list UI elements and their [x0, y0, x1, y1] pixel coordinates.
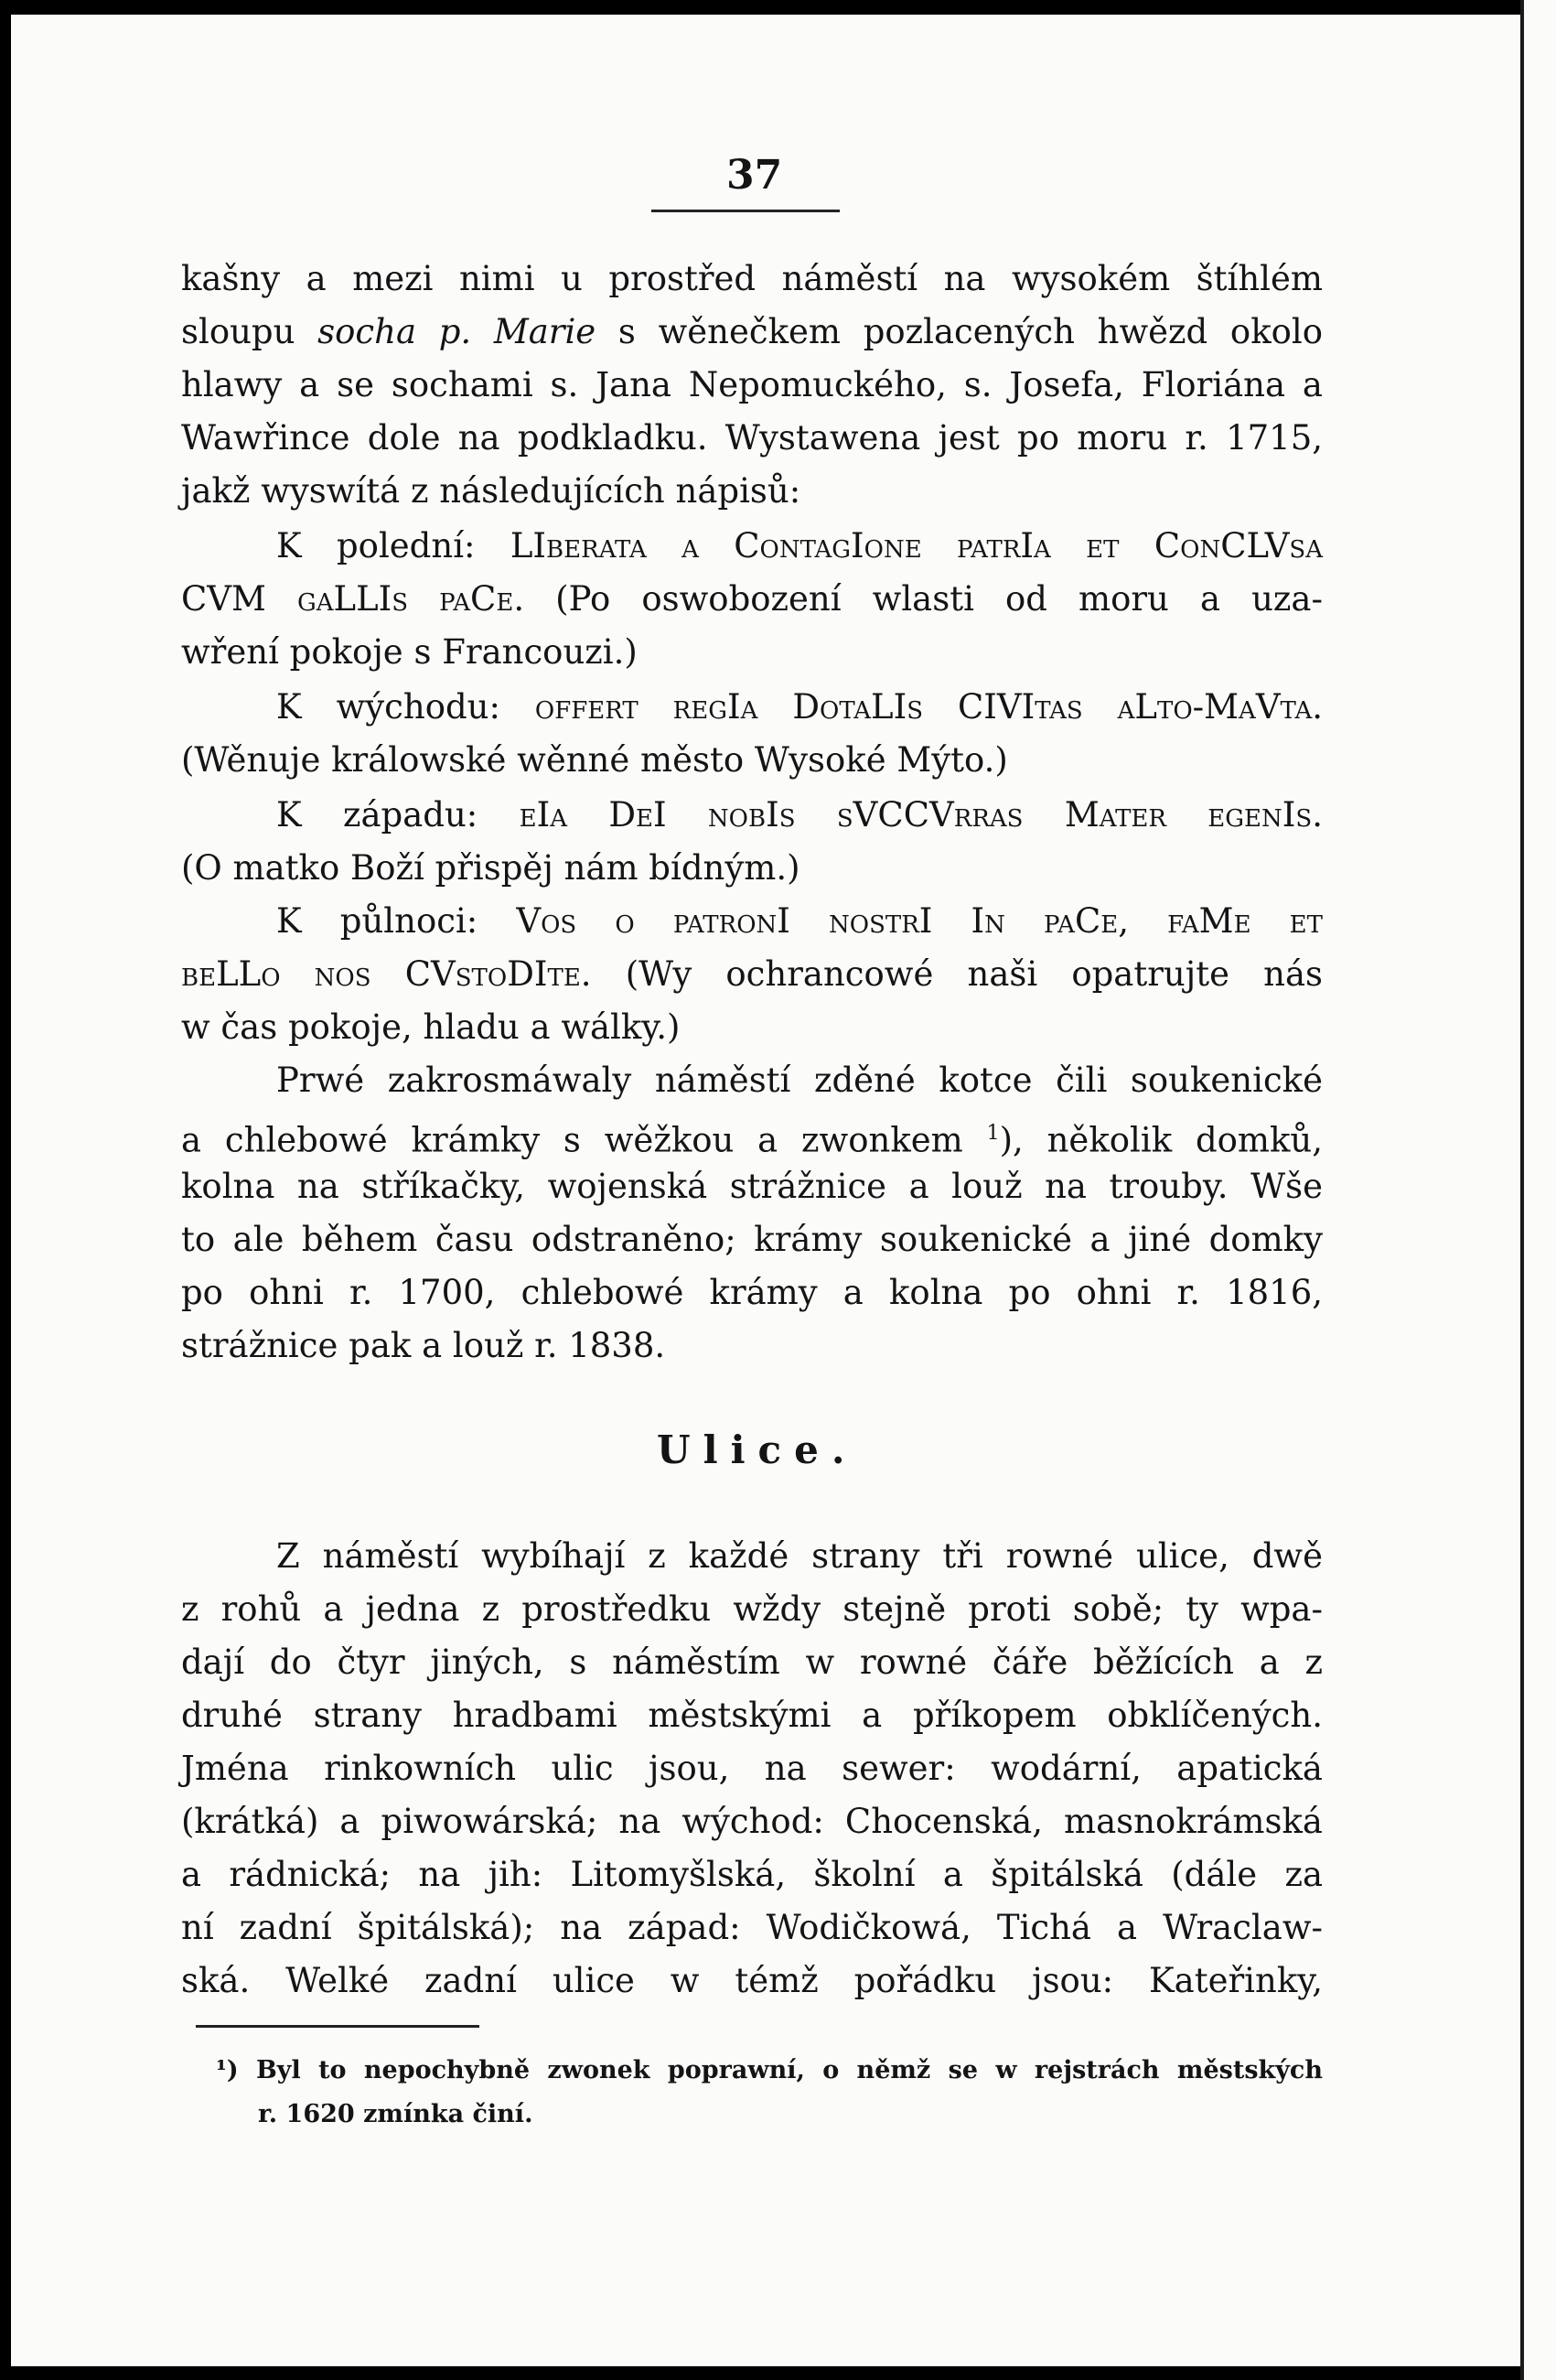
text-line: jakž wyswítá z následujících nápisů: [181, 471, 801, 511]
text-line: ní zadní špitálská); na západ: Wodičkowá, Tichá a Wraclaw- [181, 1908, 1323, 1947]
chronogram: offert regIa DotaLIs CIVItas aLto-MaVta. [534, 687, 1324, 727]
page-number-rule [651, 210, 840, 212]
text-line: (krátká) a piwowárská; na wýchod: Chocenská, masnokrámská [181, 1802, 1323, 1841]
page-number: 37 [726, 152, 783, 199]
text-line: sloupu socha p. Marie s wěnečkem pozlacených hwězd okolo [181, 312, 1323, 351]
text-line: beLLo nos CVstoDIte. (Wy ochrancowé naši opatrujte nás [181, 954, 1323, 994]
text-line: hlawy a se sochami s. Jana Nepomuckého, s. Josefa, Floriána a [181, 365, 1323, 404]
text-line: to ale během času odstraněno; krámy soukenické a jiné domky [181, 1220, 1323, 1259]
text-line: ská. Welké zadní ulice w témž pořádku jsou: Kateřinky, [181, 1961, 1323, 2000]
text-line: a chlebowé krámky s wěžkou a zwonkem $^1$), několik domků, [181, 1120, 1324, 1160]
text-line: strážnice pak a louž r. 1838. [181, 1326, 666, 1365]
text-line: K západu: eIa DeI nobIs sVCCVrras Mater egenIs. [276, 795, 1323, 835]
section-heading: Ulice. [657, 1427, 858, 1472]
text-line: a rádnická; na jih: Litomyšlská, školní a špitálská (dále za [181, 1855, 1323, 1894]
text-line: z rohů a jedna z prostředku wždy stejně proti sobě; ty wpa- [181, 1589, 1323, 1629]
page-edge-shadow [1520, 0, 1524, 2380]
chronogram: CVM gaLLIs paCe. [181, 579, 525, 619]
footnote-line: ¹) Byl to nepochybně zwonek poprawní, o němž se w rejstrách městských [216, 2056, 1323, 2084]
text-line: kolna na stříkačky, wojenská strážnice a louž na trouby. Wše [181, 1167, 1323, 1206]
text-line: Jména rinkowních ulic jsou, na sewer: wodární, apatická [181, 1749, 1323, 1788]
text-line: wření pokoje s Francouzi.) [181, 632, 638, 672]
text-line: Prwé zakrosmáwaly náměstí zděné kotce čili soukenické [276, 1061, 1323, 1100]
text-line: dají do čtyr jiných, s náměstím w rowné čáře běžících a z [181, 1642, 1323, 1682]
text-line: druhé strany hradbami městskými a příkopem obklíčených. [181, 1696, 1323, 1735]
footnote-rule [196, 2025, 479, 2028]
text-line: K wýchodu: offert regIa DotaLIs CIVItas aLto-MaVta. [276, 687, 1324, 727]
page-margin-strip [1520, 0, 1556, 2380]
chronogram: Vos o patronI nostrI In paCe, faMe et [516, 901, 1323, 941]
chronogram: beLLo nos CVstoDIte. [181, 954, 592, 994]
text-line: w čas pokoje, hladu a wálky.) [181, 1007, 681, 1047]
text-line: Wawřince dole na podkladku. Wystawena jest po moru r. 1715, [181, 418, 1323, 458]
text-line: kašny a mezi nimi u prostřed náměstí na wysokém štíhlém [181, 259, 1323, 298]
footnote-line: r. 1620 zmínka činí. [258, 2100, 533, 2128]
text-line: (O matko Boží přispěj nám bídným.) [181, 848, 800, 888]
text-line: Z náměstí wybíhají z každé strany tři rowné ulice, dwě [276, 1536, 1323, 1576]
italic-text: socha p. Marie [317, 312, 596, 351]
text-line: K polední: LIberata a ContagIone patrIa et ConCLVsa [276, 526, 1323, 565]
chronogram: LIberata a ContagIone patrIa et ConCLVsa [510, 526, 1323, 565]
footnote-number: ¹) [216, 2056, 239, 2084]
text-line: po ohni r. 1700, chlebowé krámy a kolna po ohni r. 1816, [181, 1273, 1323, 1312]
text-line: K půlnoci: Vos o patronI nostrI In paCe, faMe et [276, 901, 1323, 941]
chronogram: eIa DeI nobIs sVCCVrras Mater egenIs. [519, 795, 1323, 835]
footnote-marker: 1 [986, 1122, 1000, 1145]
text-line: (Wěnuje králowské wěnné město Wysoké Mýto.) [181, 740, 1008, 780]
text-line: CVM gaLLIs paCe. (Po oswobození wlasti od moru a uza- [181, 579, 1323, 619]
